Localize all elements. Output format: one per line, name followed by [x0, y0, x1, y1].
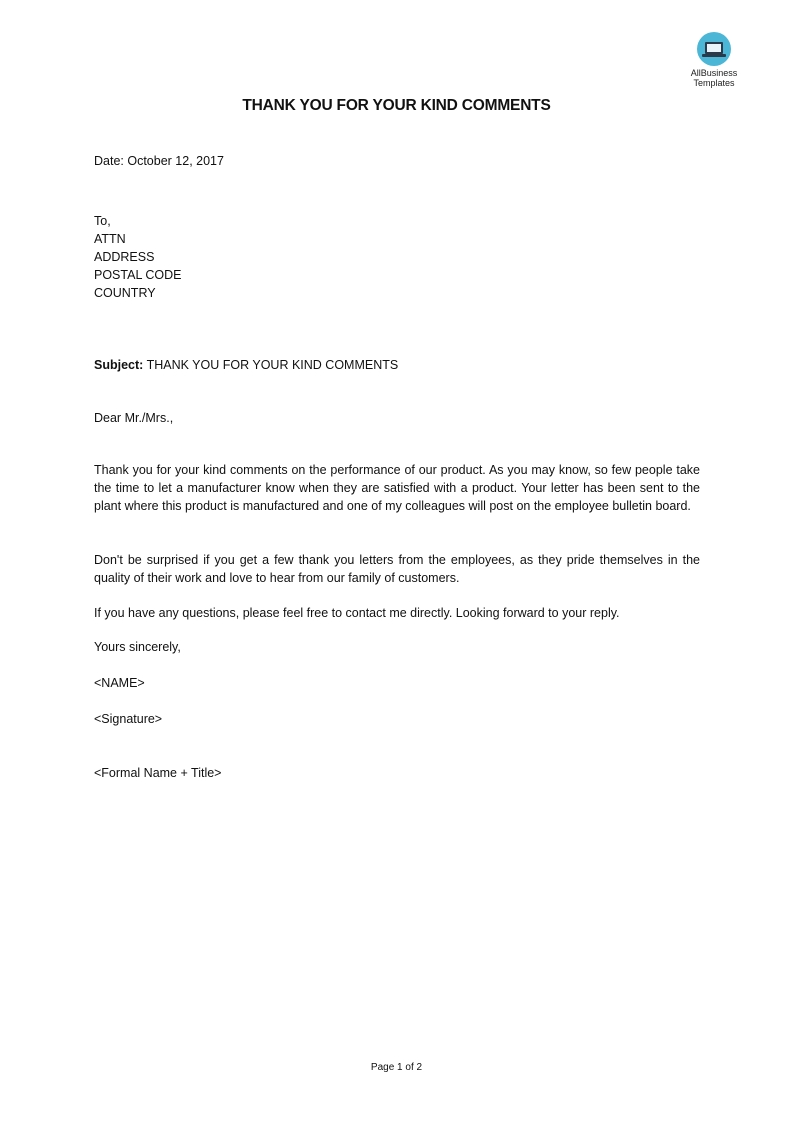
signature-placeholder: <Signature>	[94, 712, 163, 726]
recipient-address: ADDRESS	[94, 250, 155, 264]
date-line: Date: October 12, 2017	[94, 154, 224, 168]
body-paragraph-2: Don't be surprised if you get a few thank you letters from the employees, as they pride themselves in the quality of their work and love to hear from our family of customers.	[94, 553, 700, 585]
recipient-country: COUNTRY	[94, 286, 156, 300]
page-number: Page 1 of 2	[370, 1062, 423, 1073]
body-paragraph-3: If you have any questions, please feel free to contact me directly. Looking forward to your reply.	[94, 606, 620, 620]
sender-name: <NAME>	[94, 676, 145, 690]
recipient-to: To,	[94, 214, 111, 228]
recipient-postal-code: POSTAL CODE	[94, 268, 182, 282]
document-title: THANK YOU FOR YOUR KIND COMMENTS	[242, 97, 551, 114]
logo	[683, 32, 745, 88]
recipient-attn: ATTN	[94, 232, 126, 246]
logo-text-line2: Templates	[693, 78, 735, 88]
subject-label: Subject:	[94, 358, 144, 372]
subject-text: THANK YOU FOR YOUR KIND COMMENTS	[146, 358, 399, 372]
closing: Yours sincerely,	[94, 640, 181, 654]
salutation: Dear Mr./Mrs.,	[94, 411, 174, 425]
subject-line	[94, 356, 398, 374]
formal-name-title: <Formal Name + Title>	[94, 766, 222, 780]
logo-text-line1: AllBusiness	[690, 68, 738, 78]
body-paragraph-1: Thank you for your kind comments on the performance of our product. As you may know, so few people take the time to let a manufacturer know when they are satisfied with a product. Your letter has been sent to the plant where this product is manufactured and one of my colleagues will post on the employee bulletin board.	[94, 463, 700, 513]
laptop-icon	[697, 32, 731, 66]
